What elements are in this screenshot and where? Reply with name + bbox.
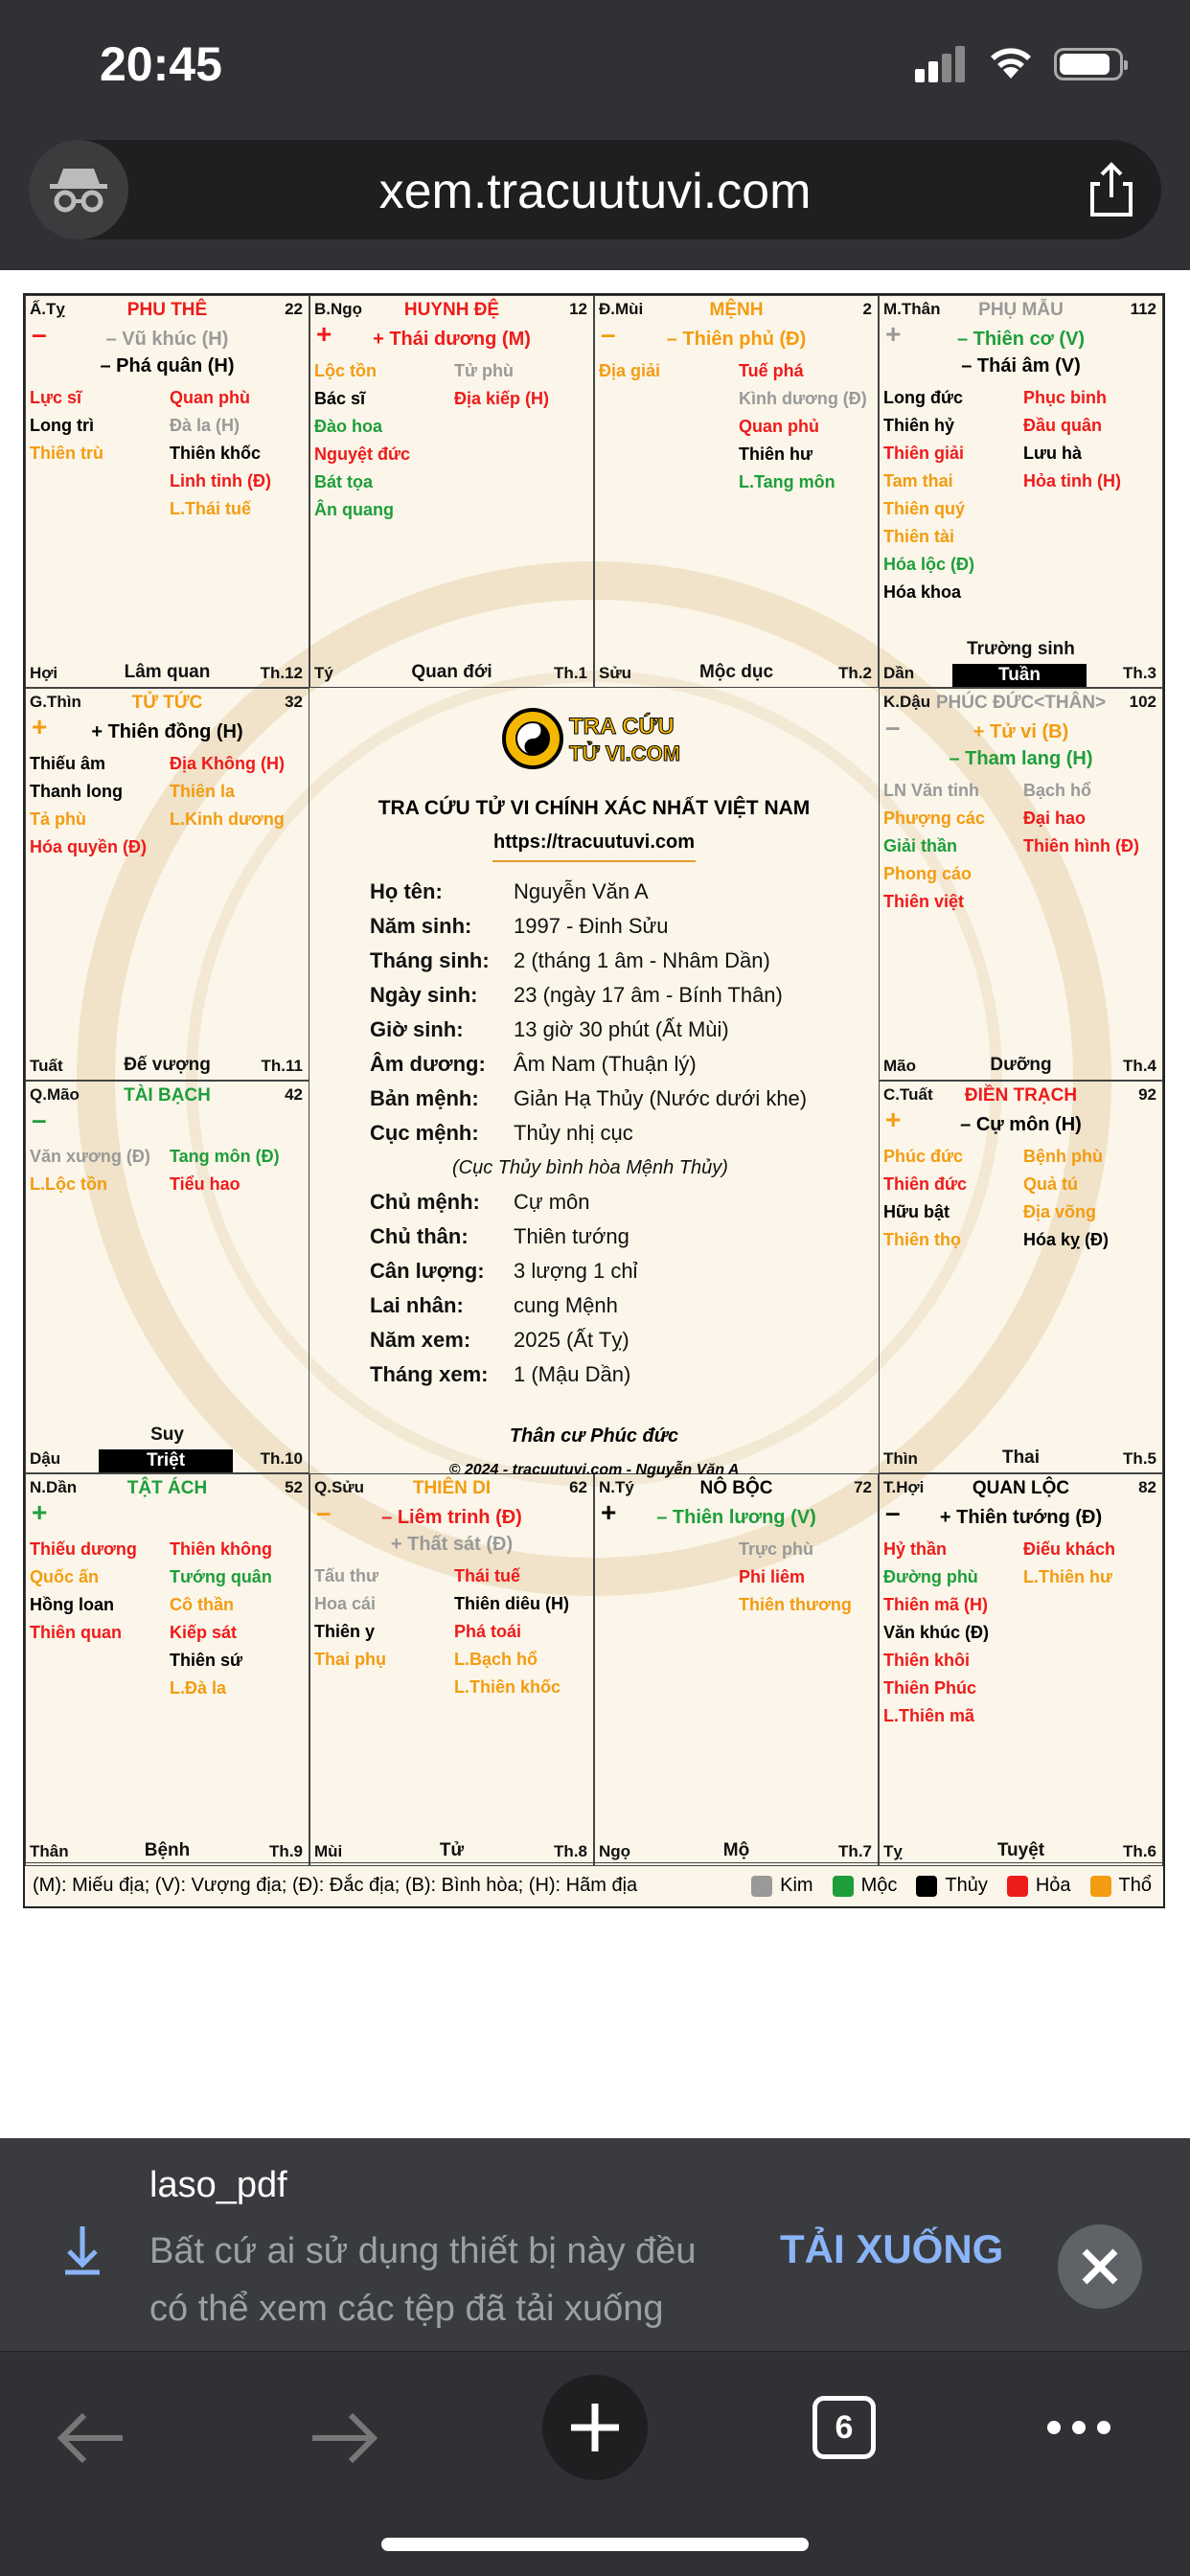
info-key: Cân lượng: [370, 1259, 485, 1283]
palace-branch: Sửu [599, 664, 632, 682]
legend-swatch [751, 1876, 772, 1897]
palace-sign: – [32, 1105, 47, 1134]
info-key: Năm sinh: [370, 914, 472, 938]
palace-stage: Suy [150, 1425, 184, 1445]
palace-order: Th.11 [261, 1057, 303, 1075]
new-tab-button[interactable] [542, 2375, 648, 2480]
star-left: Tả phù [30, 809, 86, 829]
star-right: Phá toái [454, 1622, 522, 1641]
star-right: Đầu quân [1023, 416, 1103, 435]
palace-stem: N.Dần [30, 1478, 78, 1496]
star-left: Thiên khôi [883, 1651, 970, 1670]
palace-sign: + [885, 1105, 902, 1134]
palace-branch: Dậu [30, 1449, 61, 1468]
main-star: – Thiên lương (V) [656, 1507, 816, 1528]
palace-number: 42 [285, 1085, 303, 1104]
palace-sign: + [885, 319, 902, 349]
palace-branch: Mùi [314, 1842, 343, 1860]
palace-number: 2 [862, 300, 872, 318]
center-link[interactable]: https://tracuutuvi.com [492, 832, 695, 853]
star-right: Thiên thương [739, 1595, 852, 1614]
legend-swatch [916, 1876, 937, 1897]
star-left: Thiên quan [30, 1623, 122, 1642]
palace-title: TÀI BẠCH [124, 1085, 211, 1106]
download-message-line1: Bất cứ ai sử dụng thiết bị này đều [149, 2231, 697, 2271]
star-left: Tấu thư [314, 1566, 379, 1585]
info-value: 13 giờ 30 phút (Ất Mùi) [514, 1017, 729, 1041]
close-icon [1058, 2224, 1142, 2309]
star-left: Thiên quý [883, 499, 965, 518]
palace-stage: Quan đới [411, 662, 492, 682]
star-right: Bệnh phù [1023, 1147, 1103, 1166]
palace-branch: Dần [883, 664, 915, 682]
status-time: 20:45 [100, 37, 222, 91]
star-right: L.Thái tuế [170, 499, 251, 518]
info-key: Lai nhân: [370, 1293, 464, 1317]
star-left: L.Thiên mã [883, 1706, 975, 1725]
info-key: Chủ thân: [370, 1224, 469, 1248]
star-right: Phục binh [1023, 388, 1107, 407]
info-value: 2025 (Ất Tỵ) [514, 1328, 629, 1352]
star-right: Quan phủ [739, 417, 819, 436]
star-right: L.Thiên khốc [454, 1677, 561, 1697]
legend-swatch [1090, 1876, 1111, 1897]
palace-branch: Mão [883, 1057, 916, 1075]
palace-stage: Mộ [722, 1840, 750, 1860]
palace-stage: Lâm quan [124, 662, 211, 682]
star-right: Thiên hình (Đ) [1023, 836, 1139, 855]
main-star: – Tham lang (H) [949, 748, 1093, 769]
palace-order: Th.10 [260, 1449, 303, 1468]
copyright: © 2024 - tracuutuvi.com - Nguyễn Văn A [448, 1462, 740, 1478]
palace-n-dan [25, 1473, 309, 1866]
main-star: + Thiên đồng (H) [91, 721, 243, 742]
tab-switcher-button[interactable]: 6 [812, 2396, 876, 2459]
palace-stage: Dưỡng [990, 1055, 1052, 1075]
star-left: Thiên đức [883, 1174, 968, 1194]
palace-stem: Ấ.Tỵ [30, 300, 65, 318]
legend-label: Thủy [945, 1875, 988, 1896]
star-left: Hóa khoa [883, 582, 962, 602]
main-star: – Cự môn (H) [960, 1114, 1082, 1135]
close-download-button[interactable] [1058, 2224, 1142, 2309]
star-left: Hỷ thần [883, 1539, 948, 1559]
legend-label: Hỏa [1035, 1875, 1071, 1896]
palace-order: Th.1 [554, 664, 587, 682]
status-bar [0, 0, 1190, 134]
palace-title: TỬ TỨC [131, 693, 203, 713]
star-left: Long trì [30, 416, 94, 435]
palace-stage: Đế vượng [124, 1055, 211, 1075]
palace-stage: Trường sinh [967, 639, 1075, 659]
star-right: Kiếp sát [170, 1623, 238, 1642]
info-key: Tháng xem: [370, 1362, 489, 1386]
star-left: Phượng các [883, 809, 985, 828]
palace-sign: – [316, 1497, 332, 1527]
star-right: Thiên diêu (H) [454, 1594, 569, 1613]
palace-stage: Tuyệt [996, 1840, 1045, 1860]
star-left: Đường phù [883, 1567, 978, 1586]
palace-title: PHỤ MẪU [978, 300, 1064, 320]
info-value: Cự môn [514, 1190, 590, 1214]
star-right: Hóa kỵ (Đ) [1023, 1230, 1110, 1249]
than-cu: Thân cư Phúc đức [509, 1425, 679, 1447]
palace-branch: Ngọ [599, 1842, 631, 1860]
palace-a-ty [25, 295, 309, 688]
star-left: Thiên mã (H) [883, 1595, 989, 1614]
legend-item [1007, 1875, 1071, 1896]
star-left: Hóa lộc (Đ) [883, 555, 975, 574]
palace-q-mao [25, 1081, 309, 1473]
palace-title: QUAN LỘC [972, 1478, 1070, 1498]
palace-stage: Thai [1001, 1448, 1041, 1468]
legend-label: Mộc [860, 1875, 898, 1896]
star-right: L.Kinh dương [170, 809, 285, 829]
info-key: Âm dương: [370, 1052, 486, 1076]
palace-title: HUYNH ĐỆ [403, 300, 500, 320]
star-left: Thiên việt [883, 892, 965, 911]
star-left: Hồng loan [30, 1595, 114, 1614]
download-message [149, 2223, 763, 2337]
wifi-icon [987, 42, 1035, 80]
palace-stem: Q.Sửu [314, 1478, 364, 1496]
legend-text: (M): Miếu địa; (V): Vượng địa; (Đ): Đắc địa; (B): Bình hòa; (H): Hãm địa [33, 1875, 638, 1896]
legend-label: Kim [780, 1875, 813, 1896]
palace-order: Th.7 [838, 1842, 872, 1860]
star-left: Thiên hỷ [883, 416, 955, 435]
star-left: Thiên thọ [883, 1230, 961, 1249]
palace-branch: Tuất [30, 1057, 63, 1075]
palace-title: TẬT ÁCH [126, 1478, 208, 1498]
legend-label: Thổ [1118, 1875, 1152, 1896]
battery-icon [1054, 48, 1123, 80]
star-right: Thiên khốc [170, 444, 262, 463]
legend-item [751, 1875, 812, 1896]
palace-order: Th.12 [260, 664, 303, 682]
star-left: Thanh long [30, 782, 123, 801]
star-left: LN Văn tinh [883, 781, 979, 800]
star-right: Thiên la [170, 782, 236, 801]
info-value: Nguyễn Văn A [514, 879, 649, 903]
palace-stem: N.Tý [599, 1478, 634, 1496]
palace-stage: Tử [439, 1840, 465, 1860]
star-left: Phong cáo [883, 864, 973, 883]
star-left: Long đức [883, 388, 964, 407]
main-star: + Thiên tướng (Đ) [939, 1507, 1103, 1528]
plus-icon [542, 2375, 648, 2480]
palace-b-ngo [309, 295, 594, 688]
palace-stem: G.Thìn [30, 693, 81, 711]
palace-sign: + [32, 1497, 48, 1527]
palace-title: PHÚC ĐỨC<THÂN> [935, 693, 1107, 713]
link-underline [492, 860, 696, 862]
palace-branch: Tý [314, 664, 333, 682]
star-left: Thiên trù [30, 444, 103, 463]
palace-g-thin [25, 688, 309, 1081]
palace-c-tuat [879, 1081, 1163, 1473]
star-left: Thai phụ [314, 1650, 386, 1669]
palace-sign: – [885, 712, 901, 741]
palace-order: Th.3 [1123, 664, 1156, 682]
palace-title: ĐIỀN TRẠCH [964, 1085, 1078, 1106]
star-left: Hữu bật [883, 1202, 950, 1221]
site-logo [502, 705, 694, 772]
star-left: Bác sĩ [314, 389, 366, 408]
palace-branch: Thân [30, 1842, 69, 1860]
star-left: Văn xương (Đ) [30, 1147, 150, 1166]
star-right: Phi liêm [739, 1567, 806, 1586]
star-left: Văn khúc (Đ) [883, 1623, 990, 1642]
info-value: 1 (Mậu Dần) [514, 1362, 631, 1386]
palace-title: PHU THÊ [126, 300, 208, 320]
palace-k-dau [879, 688, 1163, 1081]
info-value: 1997 - Đinh Sửu [514, 914, 669, 938]
palace-sign: + [32, 712, 48, 741]
palace-order: Th.2 [838, 664, 872, 682]
palace-stem: K.Dậu [883, 693, 931, 711]
palace-stem: Q.Mão [30, 1085, 80, 1104]
logo-line1: TRA CỨU [569, 714, 675, 740]
info-key: Giờ sinh: [370, 1017, 464, 1041]
legend-item [1090, 1875, 1152, 1896]
star-left: Giải thần [883, 836, 958, 855]
palace-branch: Hợi [30, 664, 58, 682]
star-right: Kình dương (Đ) [739, 389, 867, 408]
star-right: Đại hao [1023, 809, 1087, 828]
palace-number: 32 [285, 693, 303, 711]
palace-number: 62 [569, 1478, 587, 1496]
star-left: Thiếu âm [30, 754, 106, 773]
star-right: Tiểu hao [170, 1174, 240, 1194]
star-left: Phúc đức [883, 1147, 964, 1166]
palace-title: THIÊN DI [412, 1478, 492, 1498]
download-button[interactable]: TẢI XUỐNG [780, 2226, 1004, 2271]
star-left: Bát tọa [314, 472, 374, 491]
palace-sign: – [601, 319, 616, 349]
star-left: Địa giải [599, 361, 661, 380]
star-left: Hóa quyền (Đ) [30, 837, 148, 856]
info-value: 2 (tháng 1 âm - Nhâm Dần) [514, 948, 770, 972]
palace-stage: Mộc dục [698, 662, 774, 682]
star-right: Điếu khách [1023, 1539, 1116, 1559]
palace-order: Th.9 [269, 1842, 303, 1860]
star-right: Hỏa tinh (H) [1023, 471, 1121, 490]
palace-sign: + [316, 319, 332, 349]
palace-number: 102 [1129, 693, 1156, 711]
star-right: L.Bạch hổ [454, 1650, 538, 1669]
cellular-signal-icon [915, 46, 969, 82]
main-star: – Thiên cơ (V) [956, 329, 1086, 350]
star-right: Bạch hổ [1023, 781, 1092, 800]
star-right: Thiên sứ [170, 1651, 243, 1670]
star-right: Lưu hà [1023, 444, 1083, 463]
star-left: L.Lộc tồn [30, 1174, 107, 1194]
star-right: Đà la (H) [170, 416, 240, 435]
star-right: Địa kiếp (H) [454, 389, 550, 408]
main-star: + Thất sát (Đ) [390, 1534, 514, 1555]
star-right: Thiên không [170, 1539, 272, 1559]
share-icon[interactable] [1081, 159, 1142, 220]
info-value: Thiên tướng [514, 1224, 629, 1248]
info-key: Cục mệnh: [370, 1121, 479, 1145]
palace-stem: Đ.Mùi [599, 300, 644, 318]
palace-t-hoi [879, 1473, 1163, 1866]
palace-number: 22 [285, 300, 303, 318]
palace-tag: Triệt [99, 1449, 233, 1472]
star-right: L.Tang môn [739, 472, 835, 491]
star-left: Ân quang [314, 500, 394, 519]
star-right: L.Thiên hư [1023, 1567, 1113, 1586]
info-key: Tháng sinh: [370, 948, 490, 972]
palace-title: MỆNH [709, 300, 764, 320]
info-key: Họ tên: [370, 879, 443, 903]
palace-sign: + [601, 1497, 617, 1527]
palace-stem: C.Tuất [883, 1085, 933, 1104]
center-title: TRA CỨU TỬ VI CHÍNH XÁC NHẤT VIỆT NAM [378, 797, 811, 819]
palace-number: 72 [854, 1478, 872, 1496]
info-key: Bản mệnh: [370, 1086, 479, 1110]
palace-m-than [879, 295, 1163, 688]
star-right: Địa võng [1023, 1202, 1097, 1221]
palace-number: 82 [1138, 1478, 1156, 1496]
star-right: Cô thần [170, 1595, 234, 1614]
info-value: cung Mệnh [514, 1293, 618, 1317]
palace-sign: – [885, 1497, 901, 1527]
palace-number: 52 [285, 1478, 303, 1496]
main-star: – Thái âm (V) [961, 355, 1081, 376]
star-right: Thái tuế [454, 1566, 521, 1585]
download-filename: laso_pdf [149, 2165, 287, 2205]
star-right: Thiên hư [739, 445, 813, 464]
info-key: Chủ mệnh: [370, 1190, 480, 1214]
star-left: Thiên y [314, 1622, 376, 1641]
palace-order: Th.6 [1123, 1842, 1156, 1860]
palace-tag: Tuần [952, 664, 1087, 687]
forward-arrow-icon[interactable] [305, 2409, 381, 2467]
main-star: + Thái dương (M) [373, 329, 531, 350]
bottom-toolbar [0, 2351, 1190, 2576]
palace-stage: Bệnh [144, 1840, 191, 1860]
palace-order: Th.5 [1123, 1449, 1156, 1468]
palace-branch: Tỵ [883, 1842, 903, 1860]
legend-swatch [833, 1876, 854, 1897]
logo-line2: TỬ VI.COM [569, 741, 681, 765]
palace-d-mui [594, 295, 879, 688]
legend-item [833, 1875, 898, 1896]
chart-center [309, 688, 880, 1478]
back-arrow-icon[interactable] [54, 2409, 130, 2467]
star-left: Nguyệt đức [314, 445, 411, 464]
palace-stem: M.Thân [883, 300, 941, 318]
info-key: Năm xem: [370, 1328, 471, 1352]
star-right: L.Đà la [170, 1678, 227, 1698]
star-right: Tử phù [454, 361, 515, 380]
legend [25, 1862, 1163, 1909]
info-value: Thủy nhị cục [514, 1121, 633, 1145]
star-right: Tuế phá [739, 361, 804, 380]
star-left: Đào hoa [314, 417, 383, 436]
info-value: Giản Hạ Thủy (Nước dưới khe) [514, 1086, 808, 1110]
info-value: 3 lượng 1 chỉ [514, 1259, 638, 1283]
legend-swatch [1007, 1876, 1028, 1897]
main-star: – Phá quân (H) [100, 355, 235, 376]
star-right: Quả tú [1023, 1174, 1078, 1194]
star-left: Tam thai [883, 471, 953, 490]
more-menu-icon[interactable] [1041, 2413, 1117, 2442]
star-left: Hoa cái [314, 1594, 377, 1613]
star-left: Lực sĩ [30, 388, 82, 407]
star-left: Lộc tồn [314, 361, 377, 380]
legend-item [916, 1875, 987, 1896]
download-banner [0, 2138, 1190, 2351]
palace-number: 92 [1138, 1085, 1156, 1104]
info-value: Âm Nam (Thuận lý) [514, 1052, 697, 1076]
palace-order: Th.8 [554, 1842, 587, 1860]
tu-vi-chart [23, 293, 1165, 1908]
star-right: Trực phù [739, 1539, 814, 1559]
main-star: + Tử vi (B) [973, 721, 1069, 742]
star-left: Quốc ấn [30, 1567, 100, 1586]
star-left: Thiên giải [883, 444, 965, 463]
main-star: – Vũ khúc (H) [105, 329, 229, 350]
cuc-note: (Cục Thủy bình hòa Mệnh Thủy) [452, 1157, 728, 1178]
url-text[interactable]: xem.tracuutuvi.com [378, 164, 812, 219]
download-message-line2: có thể xem các tệp đã tải xuống [149, 2289, 664, 2329]
palace-number: 12 [569, 300, 587, 318]
palace-order: Th.4 [1123, 1057, 1156, 1075]
palace-title: NÔ BỘC [699, 1478, 773, 1498]
info-key: Ngày sinh: [370, 983, 478, 1007]
star-right: Linh tinh (Đ) [170, 471, 271, 490]
palace-q-suu [309, 1473, 594, 1866]
star-right: Tướng quân [170, 1567, 272, 1586]
palace-number: 112 [1130, 300, 1156, 318]
star-left: Thiên tài [883, 527, 955, 546]
star-left: Thiên Phúc [883, 1678, 977, 1698]
info-value: 23 (ngày 17 âm - Bính Thân) [514, 983, 783, 1007]
home-indicator [381, 2538, 809, 2551]
palace-branch: Thìn [883, 1449, 918, 1468]
palace-stem: T.Hợi [883, 1478, 925, 1496]
main-star: – Liêm trinh (Đ) [381, 1507, 522, 1528]
star-right: Quan phù [170, 388, 250, 407]
palace-stem: B.Ngọ [314, 300, 363, 318]
main-star: – Thiên phủ (Đ) [666, 329, 807, 350]
address-bar[interactable] [29, 140, 1161, 239]
star-right: Tang môn (Đ) [170, 1147, 280, 1166]
star-right: Địa Không (H) [170, 754, 285, 773]
palace-n-ty [594, 1473, 879, 1866]
palace-sign: – [32, 319, 47, 349]
star-left: Thiếu dương [30, 1539, 137, 1559]
download-icon [61, 2224, 103, 2276]
